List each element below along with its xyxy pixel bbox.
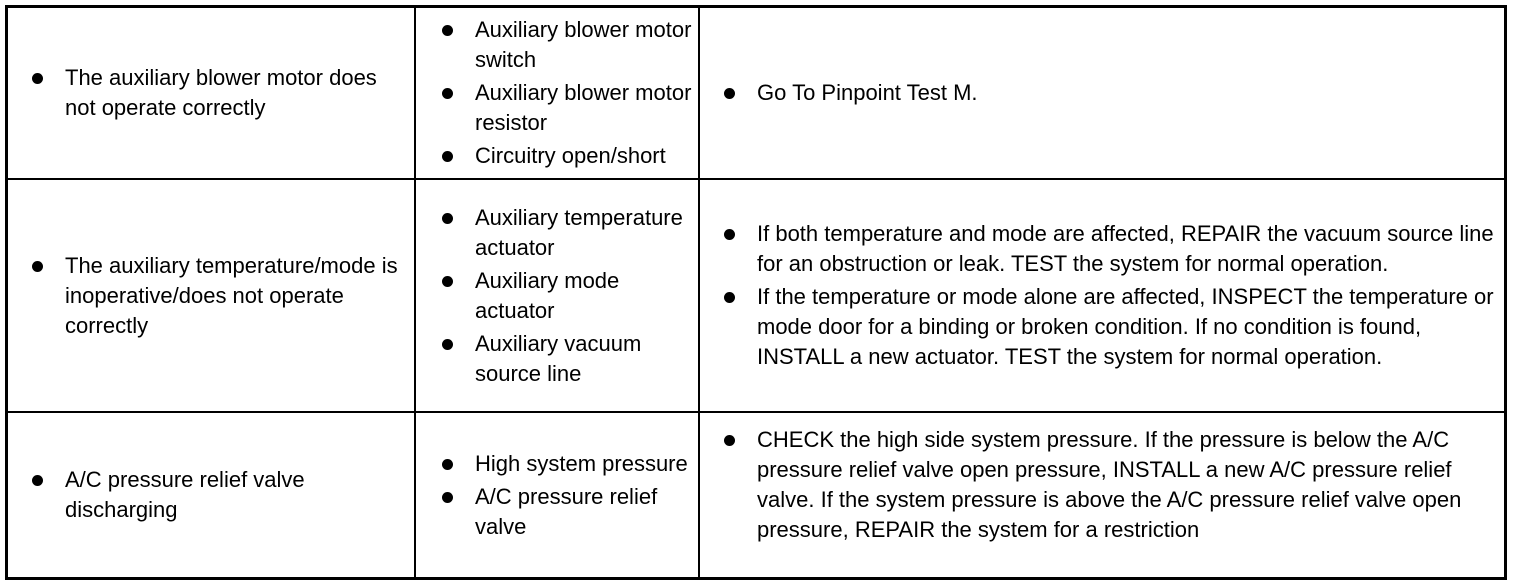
source-cell — [416, 180, 700, 411]
condition-cell — [8, 8, 416, 178]
action-item: If both temperature and mode are affected, REPAIR the vacuum source line for an obstruction or leak. TEST the system for normal operation. — [722, 219, 1500, 279]
table-row — [8, 413, 1504, 577]
condition-text: The auxiliary temperature/mode is inoperative/does not operate correctly — [30, 251, 404, 341]
action-item: Go To Pinpoint Test M. — [722, 78, 1500, 108]
source-item: Auxiliary mode actuator — [440, 266, 694, 326]
source-item: Auxiliary blower motor resistor — [440, 78, 694, 138]
action-item: CHECK the high side system pressure. If the pressure is below the A/C pressure relief valve open pressure, INSTALL a new A/C pressure relief valve. If the system pressure is above the A/C pressure relief valve open pressure, REPAIR the system for a restriction — [722, 425, 1500, 545]
source-item: A/C pressure relief valve — [440, 482, 694, 542]
condition-cell — [8, 180, 416, 411]
source-item: Circuitry open/short — [440, 141, 694, 171]
diagnosis-table — [5, 5, 1507, 580]
source-cell — [416, 413, 700, 577]
condition-text: A/C pressure relief valve discharging — [30, 465, 404, 525]
table-row — [8, 180, 1504, 413]
table-row — [8, 8, 1504, 180]
source-item: Auxiliary blower motor switch — [440, 15, 694, 75]
action-cell — [700, 413, 1504, 577]
action-item: If the temperature or mode alone are affected, INSPECT the temperature or mode door for a binding or broken condition. If no condition is found, INSTALL a new actuator. TEST the system for normal operation. — [722, 282, 1500, 372]
source-item: High system pressure — [440, 449, 694, 479]
condition-cell — [8, 413, 416, 577]
source-item: Auxiliary vacuum source line — [440, 329, 694, 389]
source-cell — [416, 8, 700, 178]
action-cell — [700, 8, 1504, 178]
condition-text: The auxiliary blower motor does not operate correctly — [30, 63, 404, 123]
action-cell — [700, 180, 1504, 411]
source-item: Auxiliary temperature actuator — [440, 203, 694, 263]
